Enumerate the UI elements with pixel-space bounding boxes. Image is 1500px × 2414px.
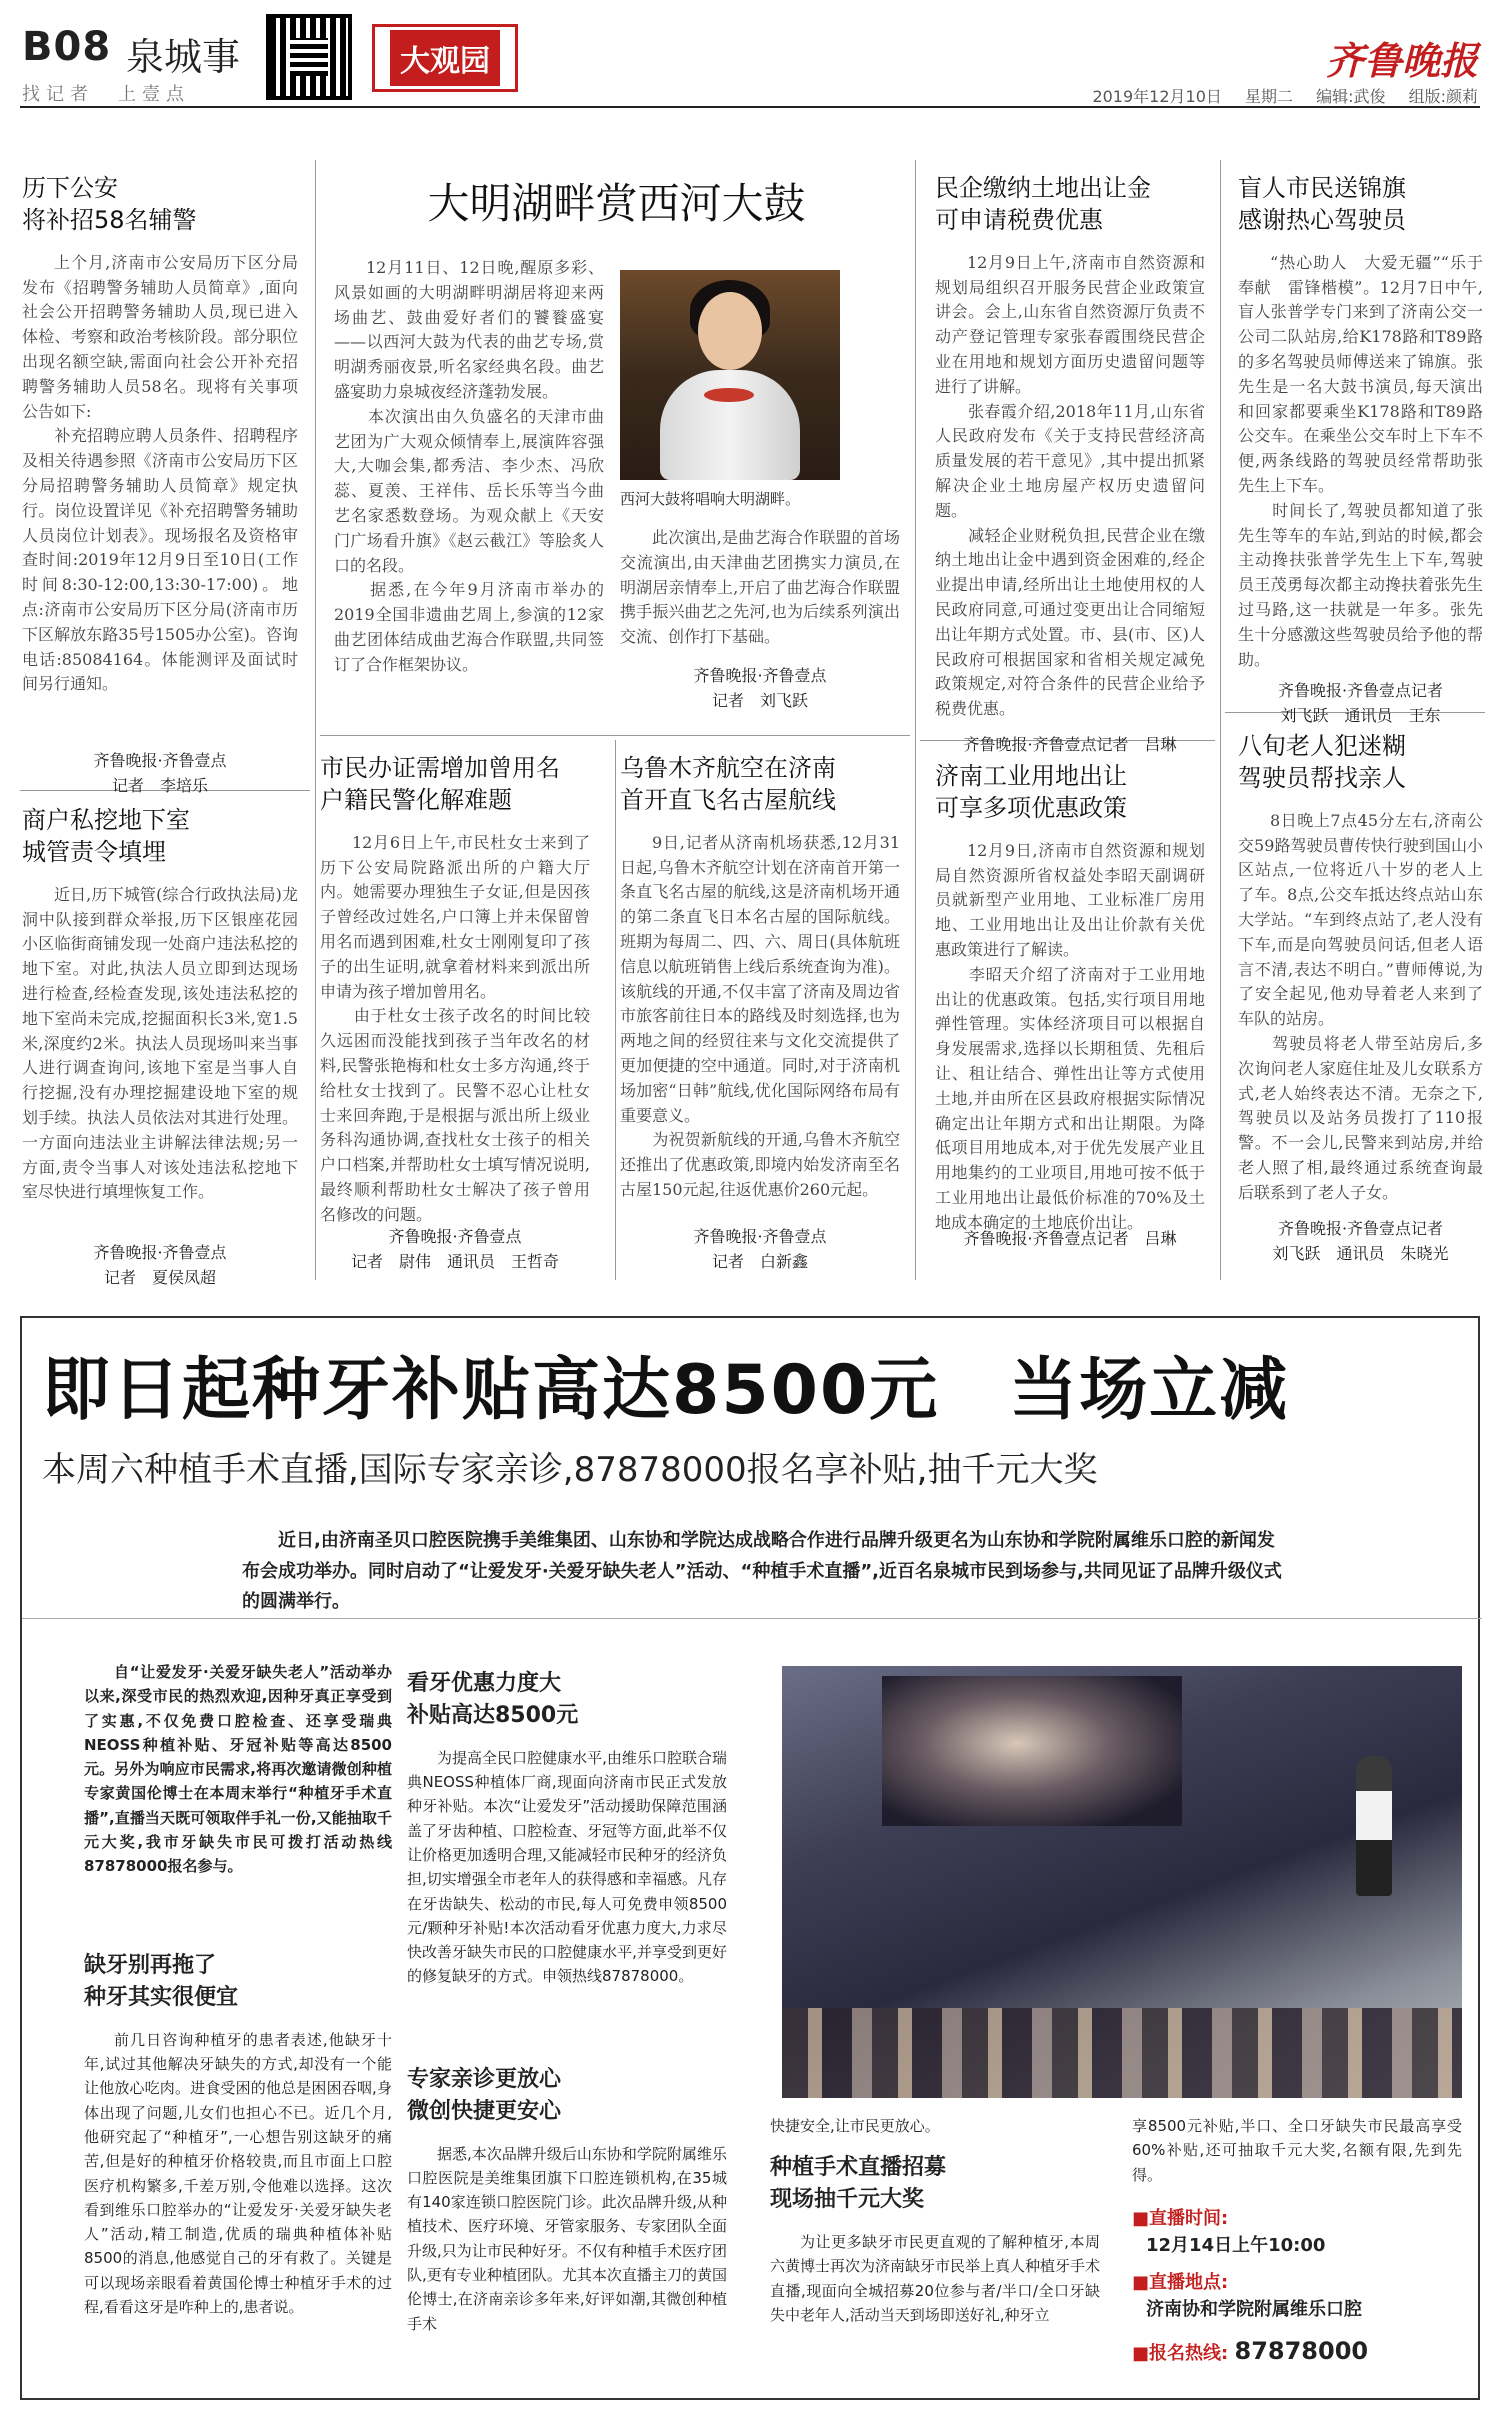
header-rule	[20, 106, 1480, 108]
page-number: B08	[22, 24, 112, 70]
article-body: 上个月,济南市公安局历下区分局发布《招聘警务辅助人员简章》,面向社会公开招聘警务辅助人员,现已进入体检、考察和政治考核阶段。部分职位出现名额空缺,需面向社会公开补充招聘警务辅助人员58名。现将有关事项公告如下: 补充招聘应聘人员条件、招聘程序及相关待遇参照《济南市公安局历下区分局招聘警务辅助人员简章》规定执行。岗位设置详见《补充招聘警务辅助人员岗位计划表》。现场报名及资格审查时间:2019年12月9日至10日(工作时间8:30-12:00,13:30-17:00)。地点:济南市公安局历下区分局(济南市历下区解放东路35号1505办公室)。咨询电话:85084164。体能测评及面试时间另行通知。	[22, 252, 298, 694]
hotline-number[interactable]: 87878000	[1234, 2336, 1369, 2365]
ad-subheadline: 本周六种植手术直播,国际专家亲诊,87878000报名享补贴,抽千元大奖	[42, 1450, 1098, 1490]
layout-editor: 组版:颜莉	[1408, 87, 1478, 106]
ad-col2-body: 为提高全民口腔健康水平,由维乐口腔联合瑞典NEOSS种植体厂商,现面向济南市民正式发放种牙补贴。本次“让爱发牙”活动援助保障范围涵盖了牙齿种植、口腔检查、牙冠等方面,此举不仅让价格更加透明合理,又能减轻市民种牙的经济负担,切实增强全市老年人的获得感和幸福感。凡存在牙齿缺失、松动的市民,每人可免费申领8500元/颗种牙补贴!本次活动看牙优惠力度大,力求尽快改善牙缺失市民的口腔健康水平,并享受到更好的修复缺牙的方式。申领热线87878000。	[407, 1748, 727, 1986]
headline: 济南工业用地出让 可享多项优惠政策	[935, 762, 1127, 823]
byline: 齐鲁晚报·齐鲁壹点记者 刘飞跃 通讯员 朱晓光	[1272, 1218, 1449, 1263]
row-divider	[320, 735, 910, 736]
article-body: 12月9日,济南市自然资源和规划局自然资源所省权益处李昭天副调研员就新型产业用地、工业标准厂房用地、工业用地出让及出让价款有关优惠政策进行了解读。 李昭天介绍了济南对于工业用地出让的优惠政策。包括,实行项目用地弹性管理。实体经济项目可以根据自身发展需求,选择以长期租赁、先租后让、租让结合、弹性出让等方式使用土地,并由所在区县政府根据实际情况确定出让年期方式和出让期限。为降低项目用地成本,对于优先发展产业且用地集约的工业项目,用地可按不低于工业用地出让最低价标准的70%及土地成本确定的土地底价出让。	[935, 840, 1205, 1232]
column-divider	[915, 160, 916, 1280]
article-xihe-drum-body2	[620, 526, 900, 714]
section-title: 泉城事	[126, 35, 241, 79]
tagline: 找记者 上壹点	[22, 84, 190, 105]
byline: 齐鲁晚报·齐鲁壹点 记者 李培乐	[93, 750, 227, 795]
event-photo	[782, 1666, 1462, 2098]
byline: 齐鲁晚报·齐鲁壹点 记者 白新鑫	[693, 1226, 827, 1271]
ad-rule	[22, 1618, 1482, 1619]
hotline-label: ■报名热线:	[1132, 2342, 1229, 2364]
signup-hotline[interactable]	[1132, 2333, 1462, 2369]
ad-col1-body: 前几日咨询种植牙的患者表述,他缺牙十年,试过其他解决牙缺失的方式,却没有一个能让他放心吃肉。进食受困的他总是困困吞咽,身体出现了问题,儿女们也担心不已。近几个月,他研究起了“种植牙”,一心想告别这缺牙的痛苦,但是好的种植牙价格较贵,而且市面上口腔医疗机构繁多,千差万别,令他难以选择。这次看到维乐口腔举办的“让爱发牙·关爱牙缺失老人”活动,精工制造,优质的瑞典种植体补贴8500的消息,他感觉自己的牙有救了。关键是可以现场亲眼看着黄国伦博士种植牙手术的过程,看看这牙是咋种上的,患者说。	[84, 2030, 392, 2317]
issue-date: 2019年12月10日	[1092, 87, 1222, 106]
article-land-fee	[935, 172, 1205, 758]
column-tag-label: 大观园	[390, 30, 500, 86]
qr-code-icon[interactable]	[266, 14, 352, 100]
article-body: 12月6日上午,市民杜女士来到了历下公安局院路派出所的户籍大厅内。她需要办理独生子女证,但是因孩子曾经改过姓名,户口簿上并未保留曾用名而遇到困难,杜女士刚刚复印了孩子的出生证明,就拿着材料来到派出所申请为孩子增加曾用名。 由于杜女士孩子改名的时间比较久远困而没能找到孩子当年改名的材料,民警张艳梅和杜女士多方沟通,终于给杜女士找到了。民警不忍心让杜女士来回奔跑,于是根据与派出所上级业务科沟通协调,查找杜女士孩子的相关户口档案,并帮助杜女士填写情况说明,最终顺利帮助杜女士解决了孩子曾用名修改的问题。	[320, 832, 590, 1224]
ad-col3-heading: 种植手术直播招募 现场抽千元大奖	[770, 2155, 947, 2213]
headline: 市民办证需增加曾用名 户籍民警化解难题	[320, 754, 560, 815]
article-body: 8日晚上7点45分左右,济南公交59路驾驶员曹传快行驶到国山小区站点,一位将近八十岁的老人上了车。8点,公交车抵达终点站山东大学站。“车到终点站了,老人没有下车,而是向驾驶员问话,但老人语言不清,表达不明白。”曹师傅说,为了安全起见,他劝导着老人来到了车队的站房。 驾驶员将老人带至站房后,多次询问老人家庭住址及儿女联系方式,老人始终表达不清。无奈之下,驾驶员以及站务员拨打了110报警。不一会儿,民警来到站房,并给老人照了相,最终通过系统查询最后联系到了老人子女。	[1238, 810, 1483, 1202]
issue-weekday: 星期二	[1244, 87, 1293, 106]
byline: 齐鲁晚报·齐鲁壹点 记者 夏侯凤超	[93, 1242, 227, 1287]
article-xihe-drum-body	[334, 256, 604, 708]
headline: 民企缴纳土地出让金 可申请税费优惠	[935, 174, 1151, 235]
column-divider	[1220, 160, 1221, 1280]
live-place-label: ■直播地点:	[1132, 2271, 1229, 2293]
ad-column-4	[1132, 2114, 1462, 2369]
article-police-recruit	[22, 172, 298, 798]
article-basement	[22, 804, 298, 1290]
article-nagoya-route	[620, 752, 900, 1274]
ad-col2-heading: 看牙优惠力度大 补贴高达8500元	[407, 1671, 579, 1728]
ad-col1-intro: 自“让爱发牙·关爱牙缺失老人”活动举办以来,深受市民的热烈欢迎,因种牙真正享受到了实惠,不仅免费口腔检查、还享受瑞典NEOSS种植补贴、牙冠补贴等高达8500元。另外为响应市民需求,将再次邀请微创种植专家黄国伦博士在本周末举行“种植牙手术直播”,直播当天既可领取伴手礼一份,又能抽取千元大奖,我市牙缺失市民可拨打活动热线87878000报名参与。	[84, 1663, 392, 1876]
ad-col1-heading: 缺牙别再拖了 种牙其实很便宜	[84, 1953, 239, 2010]
singer-photo	[620, 270, 840, 480]
article-body: 近日,历下城管(综合行政执法局)龙洞中队接到群众举报,历下区银座花园小区临街商铺发现一处商户违法私挖的地下室。对此,执法人员立即到达现场进行检查,经检查发现,该处违法私挖的地下室尚未完成,挖掘面积长3米,宽1.5米,深度约2米。执法人员现场叫来当事人进行调查询问,该地下室是当事人自行挖掘,没有办理挖掘建设地下室的规划手续。执法人员依法对其进行处理。一方面向违法业主讲解法律法规;另一方面,责令当事人对该处违法私挖地下室尽快进行填埋恢复工作。	[22, 884, 298, 1202]
live-place-value: 济南协和学院附属维乐口腔	[1146, 2298, 1362, 2320]
headline: 盲人市民送锦旗 感谢热心驾驶员	[1238, 174, 1406, 235]
headline: 八旬老人犯迷糊 驾驶员帮找亲人	[1238, 732, 1406, 793]
ad-col4-intro: 享8500元补贴,半口、全口牙缺失市民最高享受60%补贴,还可抽取千元大奖,名额有限,先到先得。	[1132, 2117, 1462, 2184]
column-divider	[315, 160, 316, 1280]
headline: 乌鲁木齐航空在济南 首开直飞名古屋航线	[620, 754, 836, 815]
article-banner-thanks	[1238, 172, 1483, 728]
dental-advertisement	[20, 1316, 1480, 2400]
byline: 齐鲁晚报·齐鲁壹点 记者 尉伟 通讯员 王哲奇	[350, 1226, 559, 1271]
ad-event-info	[1132, 2205, 1462, 2369]
article-body: “热心助人 大爱无疆”“乐于奉献 雷锋楷模”。12月7日中午,盲人张普学专门来到了济南公交一公司二队站房,给K178路和T89路的多名驾驶员师傅送来了锦旗。张先生是一名大鼓书演员,每天演出和回家都要乘坐K178路和T89路公交车。在乘坐公交车时上下车不便,两条线路的驾驶员经常帮助张先生上下车。 时间长了,驾驶员都知道了张先生等车的车站,到站的时候,都会主动搀扶张普学先生上下车,驾驶员王茂勇每次都主动搀扶着张先生过马路,这一扶就是一年多。张先生十分感激这些驾驶员给予他的帮助。	[1238, 252, 1483, 669]
headline: 大明湖畔赏西河大鼓	[427, 179, 806, 228]
ad-headline: 即日起种牙补贴高达8500元 当场立减	[42, 1351, 1290, 1430]
article-industrial-land	[935, 760, 1205, 1252]
byline: 齐鲁晚报·齐鲁壹点记者 吕琳	[963, 734, 1177, 754]
headline: 商户私挖地下室 城管责令填埋	[22, 806, 190, 867]
photo-caption: 西河大鼓将唱响大明湖畔。	[620, 490, 801, 508]
ad-col3-intro: 快捷安全,让市民更放心。	[770, 2117, 940, 2135]
article-body: 12月11日、12日晚,醒原多彩、风景如画的大明湖畔明湖居将迎来两场曲艺、鼓曲爱好者们的饕餮盛宴——以西河大鼓为代表的曲艺专场,赏明湖秀丽夜景,听名家经典名段。曲艺盛宴助力泉城夜经济蓬勃发展。 本次演出由久负盛名的天津市曲艺团为广大观众倾情奉上,展演阵容强大,大咖会集,都秀洁、李少杰、冯欣蕊、夏羡、王祥伟、岳长乐等当今曲艺名家悉数登场。为观众献上《天安门广场看升旗》《赵云截江》等脍炙人口的名段。 据悉,在今年9月济南市举办的2019全国非遗曲艺周上,参演的12家曲艺团体结成曲艺海合作联盟,共同签订了合作框架协议。	[334, 258, 604, 674]
article-former-name	[320, 752, 590, 1274]
issue-meta	[1074, 84, 1478, 107]
live-time-value: 12月14日上午10:00	[1146, 2234, 1326, 2256]
column-divider	[615, 740, 616, 1280]
live-time-label: ■直播时间:	[1132, 2207, 1229, 2229]
ad-column-2	[407, 1660, 727, 2364]
masthead	[0, 0, 1500, 110]
article-xihe-drum	[334, 176, 899, 233]
ad-column-1	[84, 1660, 392, 2380]
article-body: 12月9日上午,济南市自然资源和规划局组织召开服务民营企业政策宣讲会。会上,山东省自然资源厅负责不动产登记管理专家张春霞围绕民营企业在用地和规划方面历史遗留问题等进行了讲解。 张春霞介绍,2018年11月,山东省人民政府发布《关于支持民营经济高质量发展的若干意见》,其中提出抓紧解决企业土地房屋产权历史遗留问题。 减轻企业财税负担,民营企业在缴纳土地出让金中遇到资金困难的,经企业提出申请,经所出让土地使用权的人民政府同意,可通过变更出让合同缩短出让年期方式处置。市、县(市、区)人民政府可根据国家和省相关规定减免政策规定,对符合条件的民营企业给予税费优惠。	[935, 252, 1205, 719]
ad-col2-heading-2: 专家亲诊更放心 微创快捷更安心	[407, 2066, 562, 2124]
article-elder-lost	[1238, 730, 1483, 1266]
article-body: 此次演出,是曲艺海合作联盟的首场交流演出,由天津曲艺团携实力演员,在明湖居亲情奉上,开启了曲艺海合作联盟携手振兴曲艺之先河,也为后续系列演出交流、创作打下基础。	[620, 528, 900, 647]
ad-intro: 近日,由济南圣贝口腔医院携手美维集团、山东协和学院达成战略合作进行品牌升级更名为山东协和学院附属维乐口腔的新闻发布会成功举办。同时启动了“让爱发牙·关爱牙缺失老人”活动、“种植手术直播”,近百名泉城市民到场参与,共同见证了品牌升级仪式的圆满举行。	[242, 1530, 1282, 1613]
byline: 齐鲁晚报·齐鲁壹点 记者 刘飞跃	[693, 666, 827, 710]
column-tag	[372, 24, 518, 92]
ad-column-3	[770, 2114, 1100, 2358]
article-body: 9日,记者从济南机场获悉,12月31日起,乌鲁木齐航空计划在济南首开第一条直飞名古屋的航线,这是济南机场开通的第二条直飞日本名古屋的国际航线。班期为每周二、四、六、周日(具体航班信息以航班销售上线后系统查询为准)。该航线的开通,不仅丰富了济南及周边省市旅客前往日本的路线及时刻选择,也为两地之间的经贸往来与文化交流提供了更加便捷的空中通道。同时,对于济南机场加密“日韩”航线,优化国际网络布局有重要意义。 为祝贺新航线的开通,乌鲁木齐航空还推出了优惠政策,即境内始发济南至名古屋150元起,往返优惠价260元起。	[620, 832, 900, 1199]
headline: 历下公安 将补招58名辅警	[22, 174, 197, 235]
editor: 编辑:武俊	[1316, 87, 1386, 106]
byline: 齐鲁晚报·齐鲁壹点记者 吕琳	[963, 1228, 1177, 1248]
paper-logo: 齐鲁晚报	[1325, 38, 1478, 83]
ad-col2-body-2: 据悉,本次品牌升级后山东协和学院附属维乐口腔医院是美维集团旗下口腔连锁机构,在35城有140家连锁口腔医院门诊。此次品牌升级,从种植技术、医疗环境、牙管家服务、专家团队全面升级,只为让市民种好牙。不仅有种植手术医疗团队,更有专业种植团队。尤其本次直播主刀的黄国伦博士,在济南亲诊多年来,好评如潮,其微创种植手术	[407, 2144, 727, 2333]
ad-col3-body: 为让更多缺牙市民更直观的了解种植牙,本周六黄博士再次为济南缺牙市民举上真人种植牙手术直播,现面向全城招募20位参与者/半口/全口牙缺失中老年人,活动当天到场即送好礼,种牙立	[770, 2233, 1101, 2324]
byline: 齐鲁晚报·齐鲁壹点记者 刘飞跃 通讯员 王东	[1277, 680, 1444, 725]
